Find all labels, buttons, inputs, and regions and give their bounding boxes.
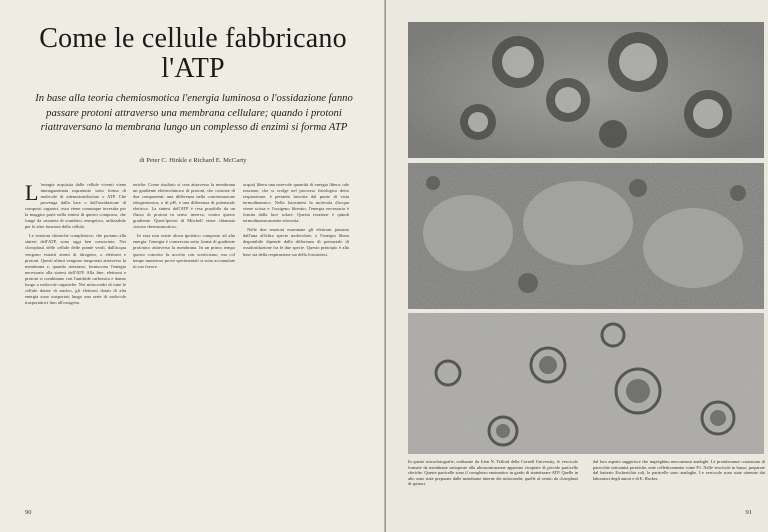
lead-text: 'energia acquisita dalle cellule viventi viene immagazzinata soprattutto sotto forma di molecole di adenosintrifosfato o ATP. Che provenga dalla luce o dall'ossidazione di composti organici, essa viene comunque investita per la maggior parte nella sintesi di questo composto, che funge da «moneta di scambio» energetico, utilizzabile per le altre funzioni della cellula. — [25, 182, 126, 230]
article-title-line2: l'ATP — [161, 53, 225, 84]
paragraph: Nelle due reazioni esaminate gli elettroni passano dall'una all'altra specie molecolare, e l'energia libera disponibile dipende dalla differenza di potenziale di ossidoriduzione fra le due specie. Questo principio è alla base sia della respirazione sia della fotosintesi. — [243, 227, 349, 257]
paragraph: acqua) libera una notevole quantità di energia libera: tale reazione, che si svolge nel processo fisiologico detto respirazione, è pertanto favorita dal punto di vista termodinamico. Nella fotosintesi la molecola d'acqua viene scissa e l'ossigeno liberato; l'energia necessaria è fornita dalla luce solare. Questa reazione è quindi termodinamicamente sfavorita. — [243, 182, 349, 224]
right-page — [386, 0, 768, 532]
text-column-2 — [133, 182, 235, 502]
article-subtitle: In base alla teoria chemiosmotica l'energia luminosa o l'ossidazione fanno passare protoni attraverso una membrana cellulare; quando i protoni riattraversano la membrana lungo un complesso di enzimi si forma ATP — [35, 93, 353, 134]
article-byline: di Peter C. Hinkle e Richard E. McCarty — [139, 157, 247, 164]
text-column-1 — [25, 182, 126, 502]
paragraph: teriche. Come risultato si crea attraverso la membrana un gradiente elettrochimico di protoni, che consiste di due componenti: una differenza nella concentrazione idrogenionica, o di pH, e una differenza di potenziale elettrico. La sintesi dell'ATP è resa possibile da un flusso di protoni in senso inverso, contro questo gradiente. Quest'ipotesi di Mitchell viene chiamata «teoria chemiosmotica». — [133, 182, 235, 230]
article-title-line1: Come le cellule fabbricano — [39, 23, 347, 54]
micrograph-bacteria — [408, 313, 764, 454]
paragraph — [25, 182, 126, 230]
micrograph-chloroplasts — [408, 163, 764, 309]
page-number-right: 91 — [745, 509, 752, 516]
micrograph-mitochondria — [408, 22, 764, 158]
figure-caption-left: In queste microfotografie, realizzate da John N. Telford della Cornell University, le vescicole formate da membrane sottoposte alla ultrasonicazione appaiono ricoperte di piccole particelle sferiche. Queste particelle sono il complesso enzimatico in grado di sintetizzare ATP. Quelle in alto sono state preparate dalle membrane interne dei mitocondri; quelle al centro da cloroplasti di spinaci. — [408, 459, 578, 487]
page-number-left: 90 — [25, 509, 32, 516]
text-column-3 — [243, 182, 349, 502]
micrograph-image — [408, 22, 764, 158]
paragraph: Le reazioni chimiche complessive, che portano alla sintesi dell'ATP, sono oggi ben conosciute. Nei cloroplasti delle cellule delle piante verdi, dall'acqua vengono estratti atomi di idrogeno, o elettroni e protoni. Questi ultimi vengono trasportati attraverso la membrana e, quando rientrano, forniscono l'energia necessaria alla sintesi dell'ATP. Alla fine, elettroni e protoni si combinano con l'anidride carbonica e danno luogo a molecole organiche. Nei mitocondri di tutte le cellule dotate di nucleo, gli elettroni dotati di alta energia sono trasportati lungo una serie di molecole trasportatrici fino all'ossigeno. — [25, 233, 126, 305]
drop-cap: L — [25, 182, 39, 205]
micrograph-image — [408, 163, 764, 309]
paragraph: In essa non esiste alcun ipotetico composto ad alta energia: l'energia è conservata sotto forma di gradiente protonico attraverso la membrana. In un primo tempo questo concetto fu accolto con scetticismo, ma col tempo numerose prove sperimentali si sono accumulate in suo favore. — [133, 233, 235, 269]
figure-caption-right: dal loro aspetto suggerisce che impieghino meccanismi analoghi. Le protuberanze consistono di parecchie sottounità proteiche, note collettivamente come F1. Nelle vescicole in basso, preparate dal batterio Escherichia coli, le particelle sono analoghe. Le vescicole sono state ottenute dai laboratori degli autori e di E. Racker. — [593, 459, 765, 481]
micrograph-image — [408, 313, 764, 454]
